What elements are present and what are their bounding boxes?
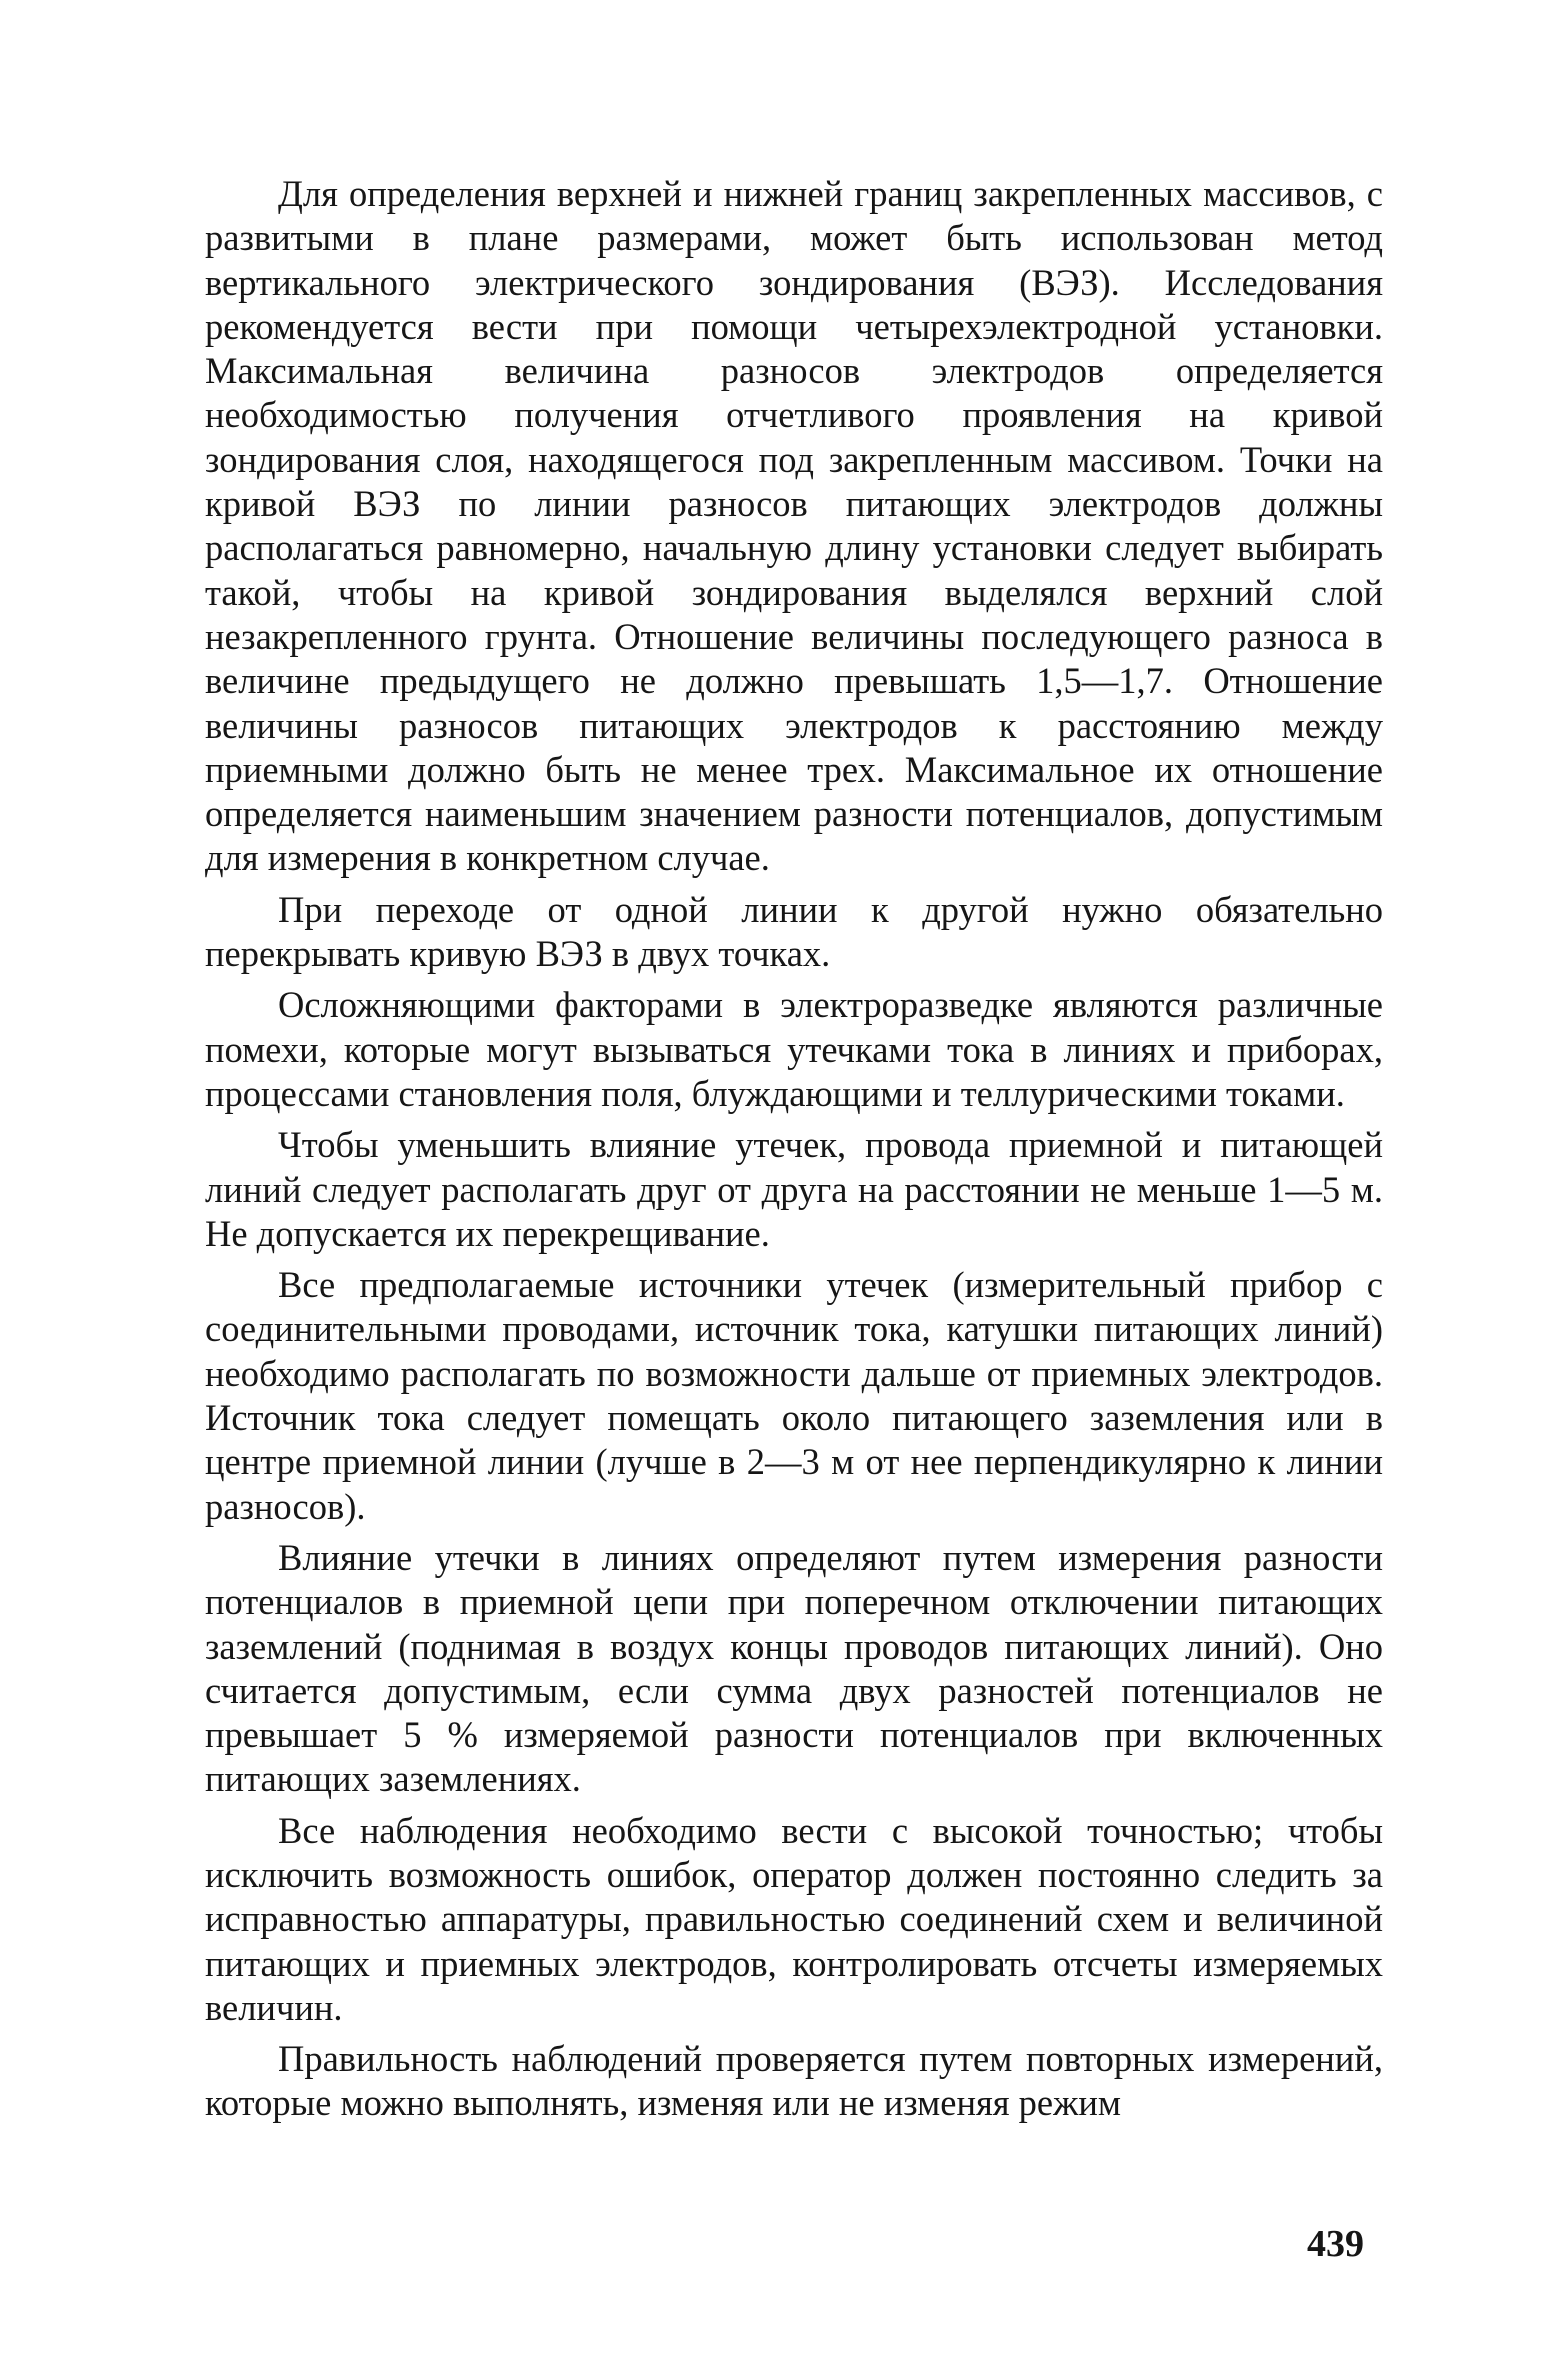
paragraph-7: Все наблюдения необходимо вести с высокой точностью; чтобы исключить возможность ошибок, оператор должен постоянно следить за исправностью аппаратуры, правильностью соединений схем и величиной питающих и приемных электродов, контролировать отсчеты измеряемых величин. [205,1809,1383,2028]
body-text [205,172,1383,2133]
paragraph-5: Все предполагаемые источники утечек (измерительный прибор с соединительными проводами, источник тока, катушки питающих линий) необходимо располагать по возможности дальше от приемных электродов. Источник тока следует помещать около питающего заземления или в центре приемной линии (лучше в 2—3 м от нее перпендикулярно к линии разносов). [205,1264,1383,1527]
page-number: 439 [1307,2223,1364,2265]
paragraph-8: Правильность наблюдений проверяется путем повторных измерений, которые можно выполнять, изменяя или не изменяя режим [205,2038,1383,2124]
paragraph-6: Влияние утечки в линиях определяют путем измерения разности потенциалов в приемной цепи при поперечном отключении питающих заземлений (поднимая в воздух концы проводов питающих линий). Оно считается допустимым, если сумма двух разностей потенциалов не превышает 5 % измеряемой разности потенциалов при включенных питающих заземлениях. [205,1536,1383,1800]
paragraph-1: Для определения верхней и нижней границ закрепленных массивов, с развитыми в плане размерами, может быть использован метод вертикального электрического зондирования (ВЭЗ). Исследования рекомендуется вести при помощи четырехэлектродной установки. Максимальная величина разносов электродов определяется необходимостью получения отчетливого проявления на кривой зондирования слоя, находящегося под закрепленным массивом. Точки на кривой ВЭЗ по линии разносов питающих электродов должны располагаться равномерно, начальную длину установки следует выбирать такой, чтобы на кривой зондирования выделялся верхний слой незакрепленного грунта. Отношение величины последующего разноса в величине предыдущего не должно превышать 1,5—1,7. Отношение величины разносов питающих электродов к расстоянию между приемными должно быть не менее трех. Максимальное их отношение определяется наименьшим значением разности потенциалов, допустимым для измерения в конкретном случае. [205,173,1383,879]
paragraph-2: При переходе от одной линии к другой нужно обязательно перекрывать кривую ВЭЗ в двух точках. [205,888,1383,975]
paragraph-4: Чтобы уменьшить влияние утечек, провода приемной и питающей линий следует располагать друг от друга на расстоянии не меньше 1—5 м. Не допускается их перекрещивание. [205,1124,1383,1254]
paragraph-3: Осложняющими факторами в электроразведке являются различные помехи, которые могут вызываться утечками тока в линиях и приборах, процессами становления поля, блуждающими и теллурическими токами. [205,984,1383,1114]
